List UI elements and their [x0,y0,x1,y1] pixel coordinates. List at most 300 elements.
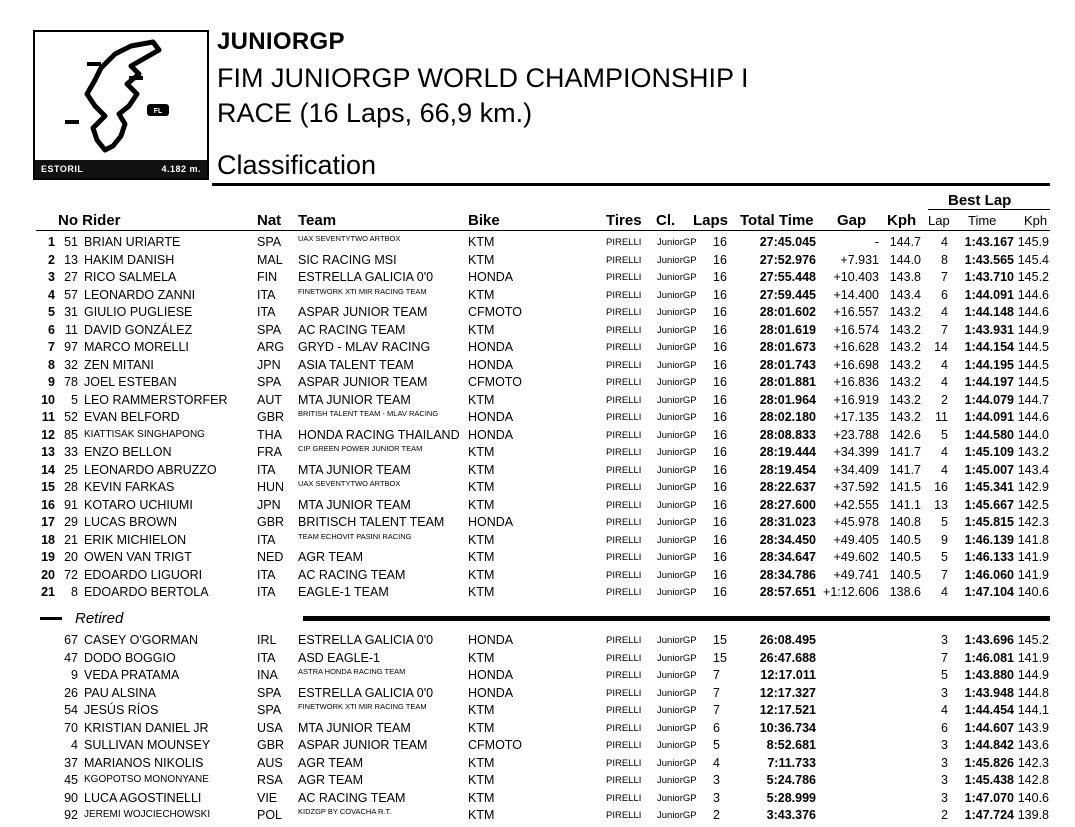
speed-cell: 140.5 [889,532,921,547]
rider-number-cell: 78 [64,375,78,389]
laps-cell: 16 [713,270,727,284]
nationality-cell: ITA [257,585,276,599]
bike-cell: KTM [468,392,495,407]
team-cell: AGR TEAM [298,550,364,564]
laps-cell: 15 [713,650,727,665]
rider-number-cell: 97 [64,340,78,354]
championship-title: FIM JUNIORGP WORLD CHAMPIONSHIP I [217,63,749,93]
speed-cell: 143.2 [889,375,921,389]
table-row [0,549,1075,567]
class-cell: JuniorGP [657,394,697,406]
best-lap-number-cell: 4 [941,375,948,389]
laps-cell: 5 [713,738,720,752]
rider-number-cell: 54 [64,703,78,717]
best-lap-time-cell: 1:46.081 [964,650,1014,665]
class-cell: JuniorGP [657,792,697,804]
table-row [0,685,1075,703]
speed-cell: 141.1 [889,497,921,512]
laps-cell: 16 [713,305,727,319]
race-info: RACE (16 Laps, 66,9 km.) [217,98,533,128]
best-lap-time-cell: 1:44.580 [964,427,1014,442]
best-lap-speed-cell: 143.4 [1017,462,1049,477]
tires-cell: PIRELLI [606,307,642,318]
tires-cell: PIRELLI [606,705,642,716]
team-cell: BRITISCH TALENT TEAM [298,515,445,529]
gap-cell: +34.409 [833,462,879,477]
best-lap-speed-cell: 144.6 [1017,305,1049,319]
rider-number-cell: 26 [64,685,78,700]
rider-name-cell: KRISTIAN DANIEL JR [84,720,209,735]
table-row [0,737,1075,755]
rider-name-cell: DAVID GONZÁLEZ [84,322,193,337]
rider-name-cell: LUCAS BROWN [84,515,178,529]
rider-name-cell: GIULIO PUGLIESE [84,305,193,319]
col-team: Team [298,212,337,229]
speed-cell: 138.6 [889,585,921,599]
bike-cell: KTM [468,235,495,249]
bike-cell: HONDA [468,357,514,372]
tires-cell: PIRELLI [606,517,642,528]
table-row [0,304,1075,322]
best-lap-speed-cell: 142.9 [1017,480,1049,494]
class-cell: JuniorGP [657,254,697,266]
tires-cell: PIRELLI [606,552,642,563]
tires-cell: PIRELLI [606,394,642,406]
rider-name-cell: PAU ALSINA [84,685,157,700]
total-time-cell: 28:01.743 [759,357,816,372]
laps-cell: 16 [713,550,727,564]
team-cell: AC RACING TEAM [298,790,406,805]
best-lap-time-cell: 1:44.079 [964,392,1014,407]
rider-number-cell: 20 [64,550,78,564]
best-lap-number-cell: 3 [941,755,948,770]
class-cell: JuniorGP [657,482,697,493]
tires-cell: PIRELLI [606,670,642,681]
nationality-cell: THA [257,427,282,442]
rider-name-cell: LEONARDO ABRUZZO [84,462,217,477]
class-cell: JuniorGP [657,499,697,511]
col-gap: Gap [837,212,867,229]
col-lap: Lap [928,213,950,228]
best-lap-time-cell: 1:43.696 [964,633,1014,647]
nationality-cell: RSA [257,773,283,787]
team-cell: KIDZGP BY COVACHA R.T. [298,807,392,816]
class-cell: JuniorGP [657,534,697,546]
speed-cell: 143.2 [889,410,921,424]
position-cell: 16 [41,497,55,512]
section-title: Classification [217,150,377,180]
speed-cell: 141.7 [889,462,921,477]
best-lap-number-cell: 3 [941,633,948,647]
best-lap-speed-cell: 144.5 [1017,340,1049,354]
total-time-cell: 28:57.651 [759,585,816,599]
laps-cell: 6 [713,720,720,735]
laps-cell: 16 [713,322,727,337]
tires-cell: PIRELLI [606,412,642,423]
gap-cell: +14.400 [833,287,879,302]
gap-cell: +49.602 [833,550,879,564]
table-row [0,234,1075,252]
laps-cell: 16 [713,375,727,389]
total-time-cell: 12:17.327 [759,685,816,700]
laps-cell: 15 [713,633,727,647]
best-lap-number-cell: 4 [941,235,948,249]
best-lap-time-cell: 1:43.565 [964,252,1014,267]
class-cell: JuniorGP [657,289,697,301]
speed-cell: 140.8 [889,515,921,529]
nationality-cell: ARG [257,340,285,354]
gap-cell: +1:12.606 [823,585,879,599]
gap-cell: +16.574 [833,322,879,337]
tires-cell: PIRELLI [606,740,642,751]
position-cell: 7 [48,340,55,354]
position-cell: 6 [48,322,55,337]
best-lap-time-cell: 1:46.139 [964,532,1014,547]
best-lap-time-cell: 1:44.091 [964,410,1014,424]
best-lap-number-cell: 7 [941,650,948,665]
total-time-cell: 28:27.600 [759,497,816,512]
best-lap-speed-cell: 141.8 [1017,532,1049,547]
bike-cell: HONDA [468,515,514,529]
rider-name-cell: HAKIM DANISH [84,252,175,267]
team-cell: ASD EAGLE-1 [298,650,380,665]
tires-cell: PIRELLI [606,722,642,734]
rider-number-cell: 28 [64,480,78,494]
bike-cell: KTM [468,755,495,770]
best-lap-time-cell: 1:44.195 [964,357,1014,372]
best-lap-number-cell: 5 [941,427,948,442]
position-cell: 20 [41,567,55,582]
team-cell: FINETWORK XTI MIR RACING TEAM [298,702,427,711]
team-cell: AGR TEAM [298,755,364,770]
gap-cell: +37.592 [833,480,879,494]
table-row [0,409,1075,427]
best-lap-speed-cell: 142.5 [1017,497,1049,512]
table-row [0,339,1075,357]
best-lap-speed-cell: 145.4 [1017,252,1049,267]
rider-name-cell: EDOARDO LIGUORI [84,567,203,582]
class-cell: JuniorGP [657,670,697,681]
best-lap-time-cell: 1:47.724 [964,808,1014,822]
table-row [0,532,1075,550]
nationality-cell: SPA [257,375,282,389]
total-time-cell: 28:01.673 [759,340,816,354]
gap-cell: +16.919 [833,392,879,407]
nationality-cell: MAL [257,252,283,267]
best-lap-number-cell: 4 [941,445,948,459]
col-nat: Nat [257,212,282,229]
bike-cell: CFMOTO [468,375,522,389]
bike-cell: HONDA [468,685,514,700]
rider-name-cell: LEO RAMMERSTORFER [84,392,228,407]
bike-cell: KTM [468,808,495,822]
rider-name-cell: BRIAN URIARTE [84,235,181,249]
rider-number-cell: 32 [64,357,78,372]
total-time-cell: 28:22.637 [759,480,816,494]
best-lap-time-cell: 1:44.091 [964,287,1014,302]
best-lap-time-cell: 1:43.948 [964,685,1014,700]
tires-cell: PIRELLI [606,237,642,248]
total-time-cell: 8:52.681 [766,738,816,752]
class-cell: JuniorGP [657,359,697,371]
rider-number-cell: 67 [64,633,78,647]
bike-cell: KTM [468,650,495,665]
bike-cell: KTM [468,462,495,477]
best-lap-time-cell: 1:43.710 [964,270,1014,284]
retired-marker [40,617,62,620]
laps-cell: 7 [713,703,720,717]
rider-number-cell: 4 [71,738,78,752]
class-cell: JuniorGP [657,324,697,336]
best-lap-number-cell: 4 [941,462,948,477]
class-cell: JuniorGP [657,775,697,786]
tires-cell: PIRELLI [606,792,642,804]
rider-number-cell: 47 [64,650,78,665]
track-layout-icon [35,32,207,160]
bike-cell: KTM [468,567,495,582]
rider-name-cell: EVAN BELFORD [84,410,180,424]
table-row [0,269,1075,287]
class-cell: JuniorGP [657,272,697,283]
col-laps: Laps [693,212,729,229]
best-lap-number-cell: 2 [941,392,948,407]
nationality-cell: SPA [257,322,282,337]
best-lap-time-cell: 1:44.454 [964,703,1014,717]
rider-name-cell: OWEN VAN TRIGT [84,550,192,564]
table-row [0,584,1075,602]
laps-cell: 16 [713,585,727,599]
rider-name-cell: EDOARDO BERTOLA [84,585,209,599]
class-cell: JuniorGP [657,722,697,734]
tires-cell: PIRELLI [606,569,642,581]
total-time-cell: 28:01.964 [759,392,816,407]
best-lap-time-cell: 1:45.667 [964,497,1014,512]
speed-cell: 143.2 [889,392,921,407]
best-lap-number-cell: 11 [935,410,948,424]
event-title: JUNIORGP [217,28,345,55]
bike-cell: KTM [468,497,495,512]
rider-name-cell: RICO SALMELA [84,270,177,284]
rider-number-cell: 11 [65,322,78,337]
nationality-cell: JPN [257,357,281,372]
best-lap-time-cell: 1:43.880 [964,668,1014,682]
table-row [0,632,1075,650]
gap-cell: +34.399 [833,445,879,459]
position-cell: 11 [41,410,55,424]
track-length: 4.182 m. [161,164,201,174]
team-cell: SIC RACING MSI [298,252,397,267]
best-lap-number-cell: 3 [941,773,948,787]
rider-name-cell: JEREMI WOJCIECHOWSKI [84,809,211,820]
best-lap-speed-cell: 144.6 [1017,410,1049,424]
col-bike: Bike [468,212,500,229]
col-best-kph: Kph [1024,213,1048,228]
rider-number-cell: 29 [64,515,78,529]
table-row [0,374,1075,392]
nationality-cell: AUS [257,755,283,770]
laps-cell: 2 [713,808,720,822]
column-header-divider [36,230,1050,231]
team-cell: HONDA RACING THAILAND [298,427,460,442]
team-cell: GRYD - MLAV RACING [298,340,431,354]
rider-number-cell: 13 [64,252,78,267]
tires-cell: PIRELLI [606,757,642,769]
gap-cell: +16.836 [833,375,879,389]
class-cell: JuniorGP [657,447,697,458]
tires-cell: PIRELLI [606,810,642,821]
retired-heading: Retired [75,610,124,627]
nationality-cell: ITA [257,650,276,665]
best-lap-number-cell: 7 [941,270,948,284]
tires-cell: PIRELLI [606,652,642,664]
nationality-cell: SPA [257,685,282,700]
bike-cell: HONDA [468,633,514,647]
table-row [0,702,1075,720]
position-cell: 21 [41,585,55,599]
laps-cell: 16 [713,235,727,249]
best-lap-number-cell: 3 [941,738,948,752]
gap-cell: +16.628 [833,340,879,354]
team-cell: ASPAR JUNIOR TEAM [298,375,428,389]
best-lap-time-cell: 1:44.148 [964,305,1014,319]
class-cell: JuniorGP [657,464,697,476]
total-time-cell: 5:28.999 [766,790,816,805]
tires-cell: PIRELLI [606,447,642,458]
best-lap-time-cell: 1:44.842 [964,738,1014,752]
class-cell: JuniorGP [657,307,697,318]
rider-name-cell: LUCA AGOSTINELLI [84,790,202,805]
best-lap-time-cell: 1:44.154 [964,340,1014,354]
total-time-cell: 28:19.444 [759,445,816,459]
nationality-cell: IRL [257,633,277,647]
class-cell: JuniorGP [657,552,697,563]
class-cell: JuniorGP [657,635,697,646]
table-row [0,497,1075,515]
best-lap-speed-cell: 140.6 [1017,585,1049,599]
track-map-logo [33,30,209,180]
team-cell: UAX SEVENTYTWO ARTBOX [298,479,401,488]
tires-cell: PIRELLI [606,342,642,353]
team-cell: ASIA TALENT TEAM [298,357,414,372]
class-cell: JuniorGP [657,740,697,751]
nationality-cell: JPN [257,497,281,512]
best-lap-speed-cell: 141.9 [1017,567,1049,582]
best-lap-number-cell: 5 [941,550,948,564]
rider-name-cell: KIATTISAK SINGHAPONG [84,428,205,440]
bike-cell: HONDA [468,668,514,682]
speed-cell: 144.7 [889,235,921,249]
position-cell: 4 [48,287,55,302]
total-time-cell: 12:17.011 [760,668,816,682]
tires-cell: PIRELLI [606,359,642,371]
bike-cell: KTM [468,773,495,787]
table-row [0,392,1075,410]
rider-name-cell: SULLIVAN MOUNSEY [84,738,211,752]
rider-number-cell: 31 [64,305,78,319]
best-lap-time-cell: 1:45.438 [964,773,1014,787]
tires-cell: PIRELLI [606,429,642,441]
laps-cell: 16 [713,532,727,547]
best-lap-speed-cell: 144.6 [1017,287,1049,302]
tires-cell: PIRELLI [606,587,642,598]
tires-cell: PIRELLI [606,499,642,511]
total-time-cell: 28:02.180 [759,410,816,424]
col-kph: Kph [887,212,917,229]
rider-number-cell: 57 [64,287,78,302]
team-cell: ESTRELLA GALICIA 0'0 [298,633,434,647]
bike-cell: KTM [468,703,495,717]
rider-name-cell: KGOPOTSO MONONYANE [84,774,209,785]
best-lap-speed-cell: 143.2 [1017,445,1049,459]
speed-cell: 140.5 [889,550,921,564]
bike-cell: KTM [468,287,495,302]
gap-cell: +45.978 [833,515,879,529]
best-lap-time-cell: 1:45.815 [964,515,1014,529]
bike-cell: HONDA [468,340,514,354]
fl-marker: FL [153,108,163,115]
best-lap-number-cell: 4 [941,585,948,599]
best-lap-speed-cell: 144.0 [1017,427,1049,442]
rider-name-cell: KOTARO UCHIUMI [84,497,193,512]
table-row [0,287,1075,305]
best-lap-number-cell: 13 [934,497,948,512]
col-cl: Cl. [656,212,676,229]
best-lap-number-cell: 16 [934,480,948,494]
best-lap-number-cell: 7 [941,567,948,582]
best-lap-speed-cell: 142.3 [1017,755,1049,770]
total-time-cell: 10:36.734 [759,720,816,735]
rider-number-cell: 51 [64,235,78,249]
best-lap-number-cell: 5 [941,515,948,529]
bike-cell: KTM [468,480,495,494]
speed-cell: 140.5 [889,567,921,582]
speed-cell: 143.2 [889,322,921,337]
table-row [0,479,1075,497]
speed-cell: 142.6 [889,427,921,442]
rider-name-cell: KEVIN FARKAS [84,480,175,494]
best-lap-time-cell: 1:47.104 [964,585,1014,599]
total-time-cell: 28:31.023 [759,515,816,529]
laps-cell: 16 [713,252,727,267]
tires-cell: PIRELLI [606,289,642,301]
best-lap-number-cell: 8 [941,252,948,267]
team-cell: MTA JUNIOR TEAM [298,497,411,512]
speed-cell: 143.2 [889,340,921,354]
laps-cell: 16 [713,515,727,529]
table-row [0,252,1075,270]
nationality-cell: GBR [257,738,285,752]
best-lap-number-cell: 7 [941,322,948,337]
speed-cell: 141.5 [889,480,921,494]
tires-cell: PIRELLI [606,482,642,493]
best-lap-time-cell: 1:45.109 [964,445,1014,459]
total-time-cell: 3:43.376 [766,808,816,822]
bike-cell: KTM [468,720,495,735]
rider-name-cell: JOEL ESTEBAN [84,375,177,389]
gap-cell: +23.788 [833,427,879,442]
nationality-cell: GBR [257,515,285,529]
position-cell: 12 [41,427,55,442]
team-cell: EAGLE-1 TEAM [298,585,389,599]
table-row [0,755,1075,773]
team-cell: MTA JUNIOR TEAM [298,720,411,735]
position-cell: 9 [48,375,55,389]
rider-name-cell: VEDA PRATAMA [84,668,180,682]
table-row [0,720,1075,738]
nationality-cell: ITA [257,305,276,319]
position-cell: 13 [41,445,55,459]
laps-cell: 3 [713,790,720,805]
